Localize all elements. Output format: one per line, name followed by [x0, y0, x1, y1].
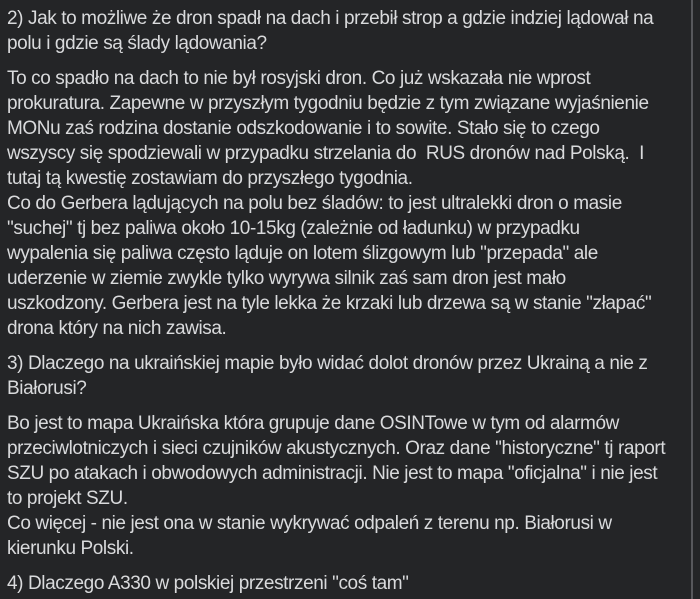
text-line: drona który na nich zawisa.: [7, 318, 227, 339]
paragraph: [7, 411, 686, 561]
text-line: Co więcej - nie jest ona w stanie wykrywać odpaleń z terenu np. Białorusi w: [7, 513, 612, 534]
text-line: To co spadło na dach to nie był rosyjski dron. Co już wskazała nie wprost: [7, 68, 591, 89]
vertical-divider: [691, 0, 693, 599]
text-line: Co do Gerbera lądujących na polu bez śladów: to jest ultralekki dron o masie: [7, 193, 622, 214]
text-line: MONu zaś rodzina dostanie odszkodowanie i to sowite. Stało się to czego: [7, 118, 600, 139]
text-line: "suchej" tj bez paliwa około 10-15kg (zależnie od ładunku) w przypadku: [7, 218, 580, 239]
text-line: SZU po atakach i obwodowych administracji. Nie jest to mapa "oficjalna" i nie jest: [7, 463, 658, 484]
text-line: przeciwlotniczych i sieci czujników akustycznych. Oraz dane "historyczne" tj raport: [7, 438, 666, 459]
text-line: 3) Dlaczego na ukraińskiej mapie było widać dolot dronów przez Ukrainą a nie z: [7, 353, 648, 374]
text-line: to projekt SZU.: [7, 488, 128, 509]
text-line: Białorusi?: [7, 378, 87, 399]
text-line: 2) Jak to możliwe że dron spadł na dach i przebił strop a gdzie indziej lądował na: [7, 8, 654, 29]
text-line: Bo jest to mapa Ukraińska która grupuje dane OSINTowe w tym od alarmów: [7, 413, 619, 434]
text-line: prokuratura. Zapewne w przyszłym tygodniu będzie z tym związane wyjaśnienie: [7, 93, 649, 114]
text-line: wypalenia się paliwa często ląduje on lotem ślizgowym lub "przepada" ale: [7, 243, 598, 264]
paragraph: [7, 571, 686, 596]
paragraph: [7, 351, 686, 401]
text-line: 4) Dlaczego A330 w polskiej przestrzeni "coś tam": [7, 573, 409, 594]
post-body: [7, 6, 686, 596]
text-line: polu i gdzie są ślady lądowania?: [7, 33, 267, 54]
text-line: wszyscy się spodziewali w przypadku strzelania do RUS dronów nad Polską. I: [7, 143, 645, 164]
text-line: kierunku Polski.: [7, 538, 134, 559]
text-line: uderzenie w ziemie zwykle tylko wyrywa silnik zaś sam dron jest mało: [7, 268, 566, 289]
text-line: uszkodzony. Gerbera jest na tyle lekka że krzaki lub drzewa są w stanie "złapać": [7, 293, 652, 314]
paragraph: [7, 6, 686, 56]
paragraph: [7, 66, 686, 341]
text-line: tutaj tą kwestię zostawiam do przyszłego tygodnia.: [7, 168, 413, 189]
